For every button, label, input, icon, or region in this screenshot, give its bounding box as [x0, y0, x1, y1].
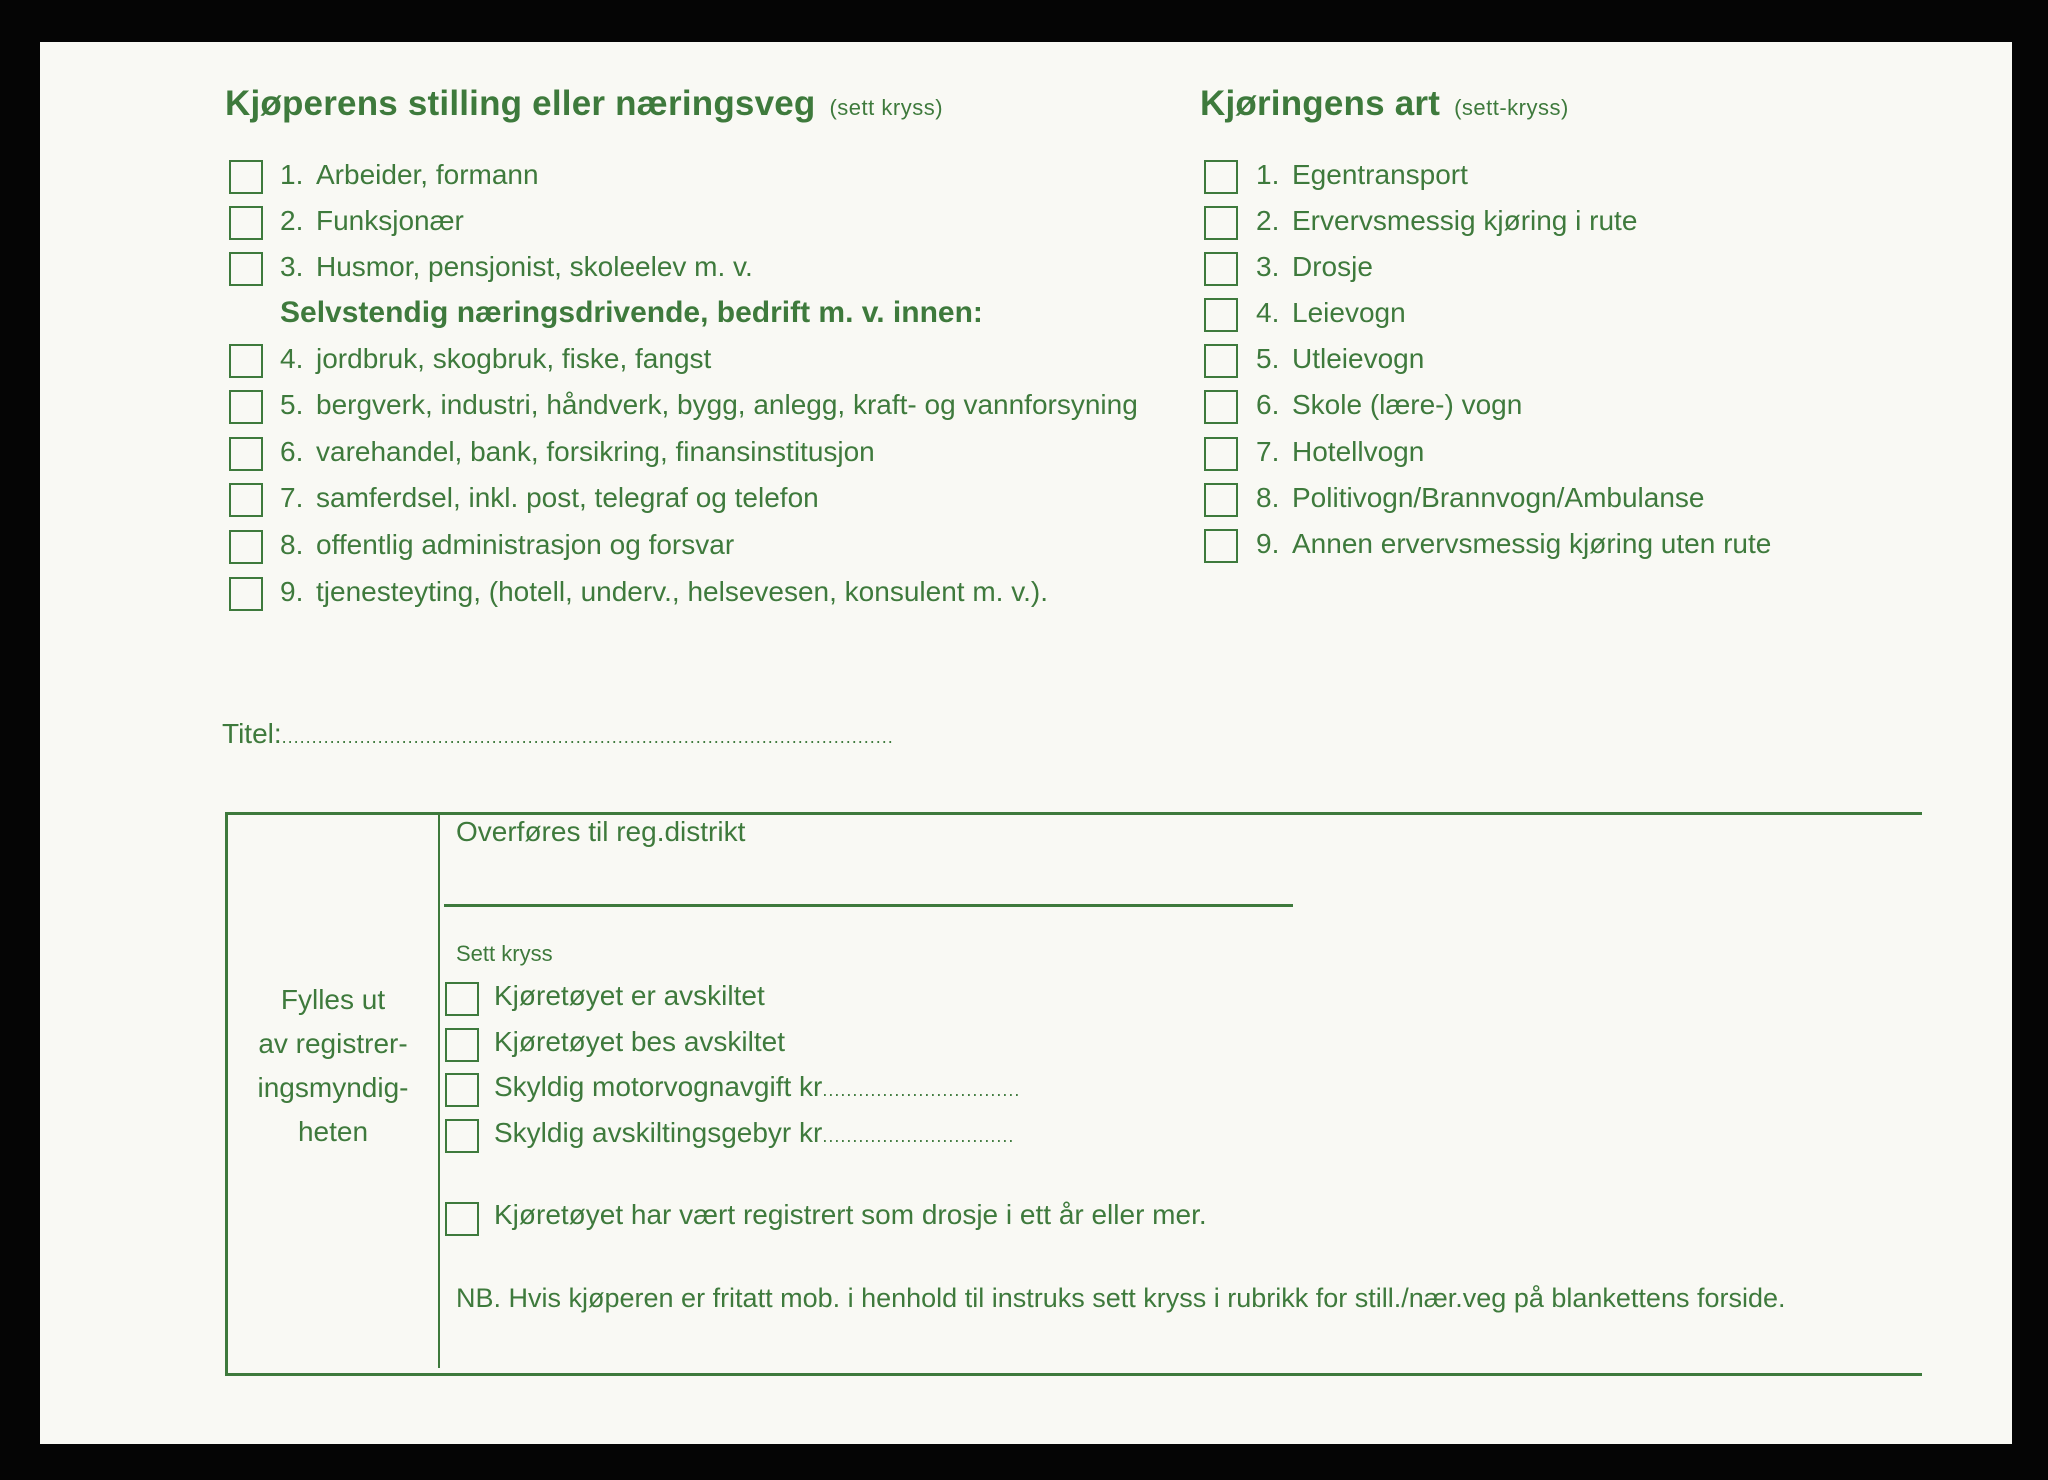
stilling-item-7: 7. samferdsel, inkl. post, telegraf og telefon — [280, 482, 819, 513]
kjoring-item-1: 1. Egentransport — [1256, 159, 1468, 190]
stilling-item-5: 5. bergverk, industri, håndverk, bygg, anlegg, kraft- og vannforsyning — [280, 389, 1138, 420]
check-drosje-registrert: Kjøretøyet har vært registrert som drosje i ett år eller mer. — [494, 1199, 1207, 1230]
stilling-item-6: 6. varehandel, bank, forsikring, finansinstitusjon — [280, 436, 875, 467]
form-sheet — [40, 42, 2012, 1444]
stilling-item-4: 4. jordbruk, skogbruk, fiske, fangst — [280, 343, 712, 374]
stilling-item-1: 1. Arbeider, formann — [280, 159, 539, 190]
titel-label: Titel: — [222, 718, 282, 749]
sett-kryss-note: Sett kryss — [456, 941, 553, 966]
checkbox-stilling-9[interactable] — [229, 577, 263, 611]
authority-box-left-border — [225, 812, 228, 1376]
motorvognavgift-amount-line: ................................. — [822, 1080, 1021, 1100]
checkbox-kjoring-6[interactable] — [1204, 390, 1238, 424]
left-title-note: (sett kryss) — [829, 95, 944, 120]
stilling-item-2: 2. Funksjonær — [280, 205, 464, 236]
checkbox-stilling-4[interactable] — [229, 344, 263, 378]
stilling-item-8: 8. offentlig administrasjon og forsvar — [280, 529, 735, 560]
authority-box-top-border — [225, 812, 1922, 815]
checkbox-kjoring-1[interactable] — [1204, 160, 1238, 194]
kjoring-item-3: 3. Drosje — [1256, 251, 1373, 282]
checkbox-kjoring-3[interactable] — [1204, 252, 1238, 286]
checkbox-kjoring-8[interactable] — [1204, 483, 1238, 517]
checkbox-kjoring-4[interactable] — [1204, 298, 1238, 332]
checkbox-bes-avskiltet[interactable] — [445, 1028, 479, 1062]
left-title-text: Kjøperens stilling eller næringsveg — [225, 84, 816, 123]
checkbox-kjoring-9[interactable] — [1204, 529, 1238, 563]
right-title-text: Kjøringens art — [1200, 84, 1441, 123]
checkbox-stilling-1[interactable] — [229, 160, 263, 194]
selvstendig-subheading: Selvstendig næringsdrivende, bedrift m. v. innen: — [280, 296, 983, 329]
kjoring-item-4: 4. Leievogn — [1256, 297, 1406, 328]
check-avskiltet: Kjøretøyet er avskiltet — [494, 980, 765, 1011]
right-section-title — [1200, 84, 1569, 124]
checkbox-stilling-6[interactable] — [229, 437, 263, 471]
titel-field[interactable] — [222, 718, 894, 750]
kjoring-item-8: 8. Politivogn/Brannvogn/Ambulanse — [1256, 482, 1705, 513]
checkbox-kjoring-2[interactable] — [1204, 206, 1238, 240]
authority-box-divider — [438, 812, 440, 1368]
check-bes-avskiltet: Kjøretøyet bes avskiltet — [494, 1026, 785, 1057]
titel-dotted-line: ...................................................................................................... — [281, 727, 894, 747]
checkbox-kjoring-5[interactable] — [1204, 344, 1238, 378]
stilling-item-3: 3. Husmor, pensjonist, skoleelev m. v. — [280, 251, 753, 282]
authority-box-bottom-border — [225, 1373, 1922, 1376]
check-avskiltingsgebyr: Skyldig avskiltingsgebyr kr................................ — [494, 1117, 1015, 1148]
checkbox-stilling-7[interactable] — [229, 483, 263, 517]
right-title-note: (sett-kryss) — [1454, 95, 1569, 120]
transfer-district-line[interactable] — [444, 904, 1293, 907]
checkbox-stilling-3[interactable] — [229, 252, 263, 286]
checkbox-stilling-8[interactable] — [229, 530, 263, 564]
authority-side-label: Fylles ut av registrer- ingsmyndig- heten — [257, 984, 409, 1147]
transfer-label: Overføres til reg.distrikt — [456, 816, 746, 847]
stilling-item-9: 9. tjenesteyting, (hotell, underv., helsevesen, konsulent m. v.). — [280, 576, 1049, 607]
kjoring-item-2: 2. Ervervsmessig kjøring i rute — [1256, 205, 1638, 236]
checkbox-stilling-5[interactable] — [229, 390, 263, 424]
nb-note: NB. Hvis kjøperen er fritatt mob. i henhold til instruks sett kryss i rubrikk for still./nær.veg på blankettens forside. — [456, 1283, 1786, 1313]
checkbox-drosje-registrert[interactable] — [445, 1202, 479, 1236]
checkbox-avskiltet[interactable] — [445, 982, 479, 1016]
checkbox-motorvognavgift[interactable] — [445, 1073, 479, 1107]
checkbox-kjoring-7[interactable] — [1204, 437, 1238, 471]
check-motorvognavgift: Skyldig motorvognavgift kr................................. — [494, 1071, 1021, 1102]
kjoring-item-7: 7. Hotellvogn — [1256, 436, 1425, 467]
avskiltingsgebyr-amount-line: ................................ — [822, 1126, 1015, 1146]
checkbox-avskiltingsgebyr[interactable] — [445, 1119, 479, 1153]
kjoring-item-6: 6. Skole (lære-) vogn — [1256, 389, 1523, 420]
kjoring-item-9: 9. Annen ervervsmessig kjøring uten rute — [1256, 528, 1772, 559]
left-section-title — [225, 84, 943, 124]
kjoring-item-5: 5. Utleievogn — [1256, 343, 1425, 374]
checkbox-stilling-2[interactable] — [229, 206, 263, 240]
